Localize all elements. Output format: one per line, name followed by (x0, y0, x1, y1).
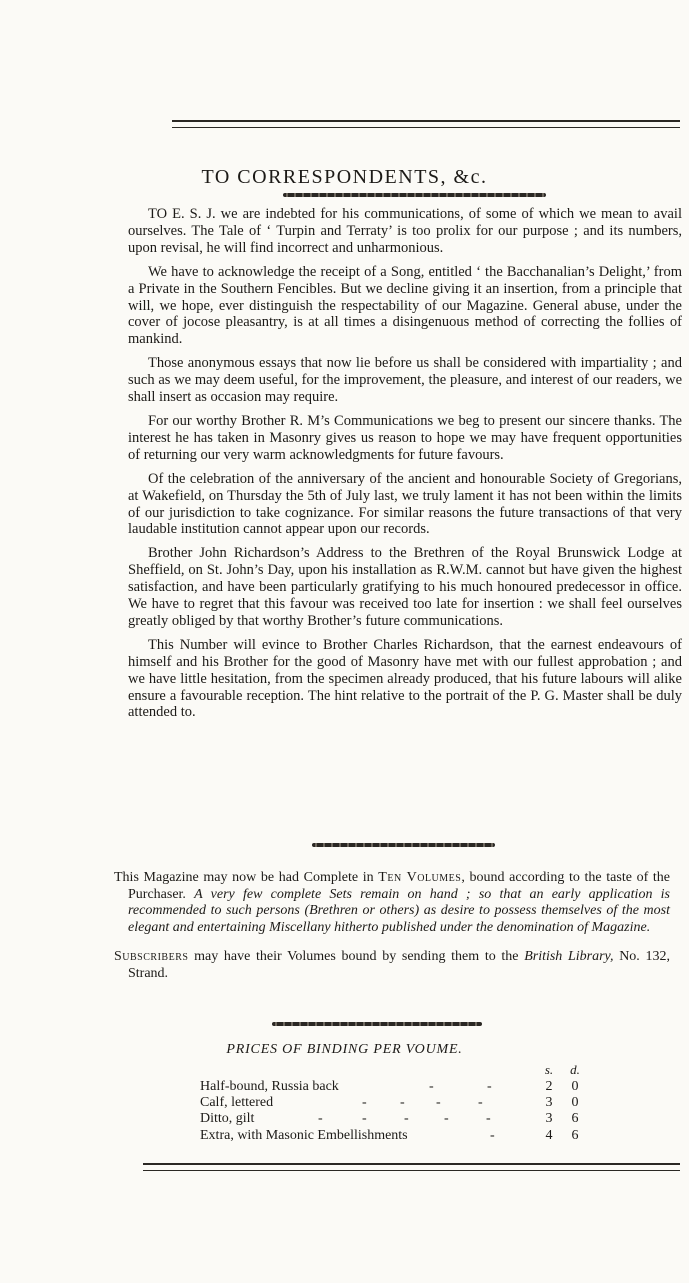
notice-text: may have their Volumes bound by sending them to the (188, 949, 525, 964)
notice-text: This Magazine may now be had Complete in (114, 870, 379, 885)
note-paragraph: We have to acknowledge the receipt of a Song, entitled ‘ the Bacchanalian’s Delight,’ from a Private in the Southern Fencibles. But we decline giving it an insertion, from a principle that will, we hope, ever distinguish the respectability of our Magazine. General abuse, under the cover of jocose pleasantry, is at all times a disingenuous method of correcting the follies of mankind. (128, 263, 682, 348)
subscribers-label: Subscribers (114, 949, 189, 964)
note-paragraph: Those anonymous essays that now lie before us shall be considered with impartiality ; and such as we may deem useful, for the improvement, the pleasure, and interest of our readers, we shall insert as occasion may require. (128, 355, 682, 406)
price-pence: 6 (571, 1111, 579, 1127)
price-shillings: 3 (545, 1111, 553, 1127)
price-row (200, 1111, 600, 1127)
note-paragraph: For our worthy Brother R. M’s Communications we beg to present our sincere thanks. The interest he has taken in Masonry gives us reason to hope we may have frequent opportunities of returning our very warm acknowledgments for future favours. (128, 412, 682, 463)
note-paragraph: TO E. S. J. we are indebted for his communications, of some of which we mean to avail ourselves. The Tale of ‘ Turpin and Terraty’ is too prolix for our purpose ; and its numbers, upon revisal, he will find incorrect and unharmonious. (128, 206, 682, 256)
leader-dash: - (400, 1095, 405, 1111)
leader-dash: - (318, 1111, 323, 1127)
binding-price-list (200, 1079, 600, 1144)
magazine-notice (114, 870, 670, 995)
notice-italic-text: A very few complete Sets remain on hand ; so that an early application is recommended to such persons (Brethren or others) as desire to possess themselves of the most elegant and entertaining Miscellany hitherto published under the denomination of Magazine. (128, 886, 670, 935)
note-paragraph: This Number will evince to Brother Charles Richardson, that the earnest endeavours of himself and his Brother for the good of Masonry have met with our fullest approbation ; and we have little hesitation, from the specimen already produced, that his future labours will alike ensure a favourable reception. The hint relative to the portrait of the P. G. Master shall be duly attended to. (128, 636, 682, 721)
volumes-count: Ten Volumes (378, 870, 462, 885)
price-pence: 0 (571, 1095, 579, 1111)
library-name: British Library, (524, 949, 614, 964)
leader-dash: - (436, 1095, 441, 1111)
note-paragraph: Of the celebration of the anniversary of the ancient and honourable Society of Gregorians, at Wakefield, on Thursday the 5th of July last, we truly lament it has not been within the limits of our jurisdiction to take cognizance. For similar reasons the future transactions of that very laudable institution cannot appear upon our records. (128, 470, 682, 538)
complete-volumes-notice (114, 870, 670, 936)
leader-dash: - (487, 1079, 492, 1094)
bottom-rule (143, 1163, 680, 1171)
price-pence: 6 (571, 1127, 579, 1143)
leader-dash: - (429, 1079, 434, 1094)
price-shillings: 3 (545, 1095, 553, 1111)
shillings-header: s. (544, 1062, 554, 1077)
leader-dash: - (486, 1111, 491, 1127)
leader-dash: - (362, 1111, 367, 1127)
library-address: No. 132, Strand. (128, 949, 670, 981)
correspondents-notes (128, 206, 682, 728)
pence-header: d. (570, 1062, 580, 1077)
leader-dash: - (404, 1111, 409, 1127)
price-item-label: Half-bound, Russia back (200, 1079, 339, 1094)
price-item-label: Extra, with Masonic Embellishments (200, 1127, 408, 1143)
leader-dash: - (478, 1095, 483, 1111)
leader-dash: - (362, 1095, 367, 1111)
price-item-label: Calf, lettered (200, 1095, 274, 1111)
price-row (200, 1128, 600, 1144)
price-column-header (536, 1062, 596, 1078)
prices-title: PRICES OF BINDING PER VOUME. (226, 1042, 463, 1057)
price-shillings: 4 (545, 1127, 553, 1143)
price-item-label: Ditto, gilt (200, 1111, 255, 1127)
price-row (200, 1095, 600, 1111)
leader-dash: - (444, 1111, 449, 1127)
subscribers-notice (114, 949, 670, 982)
note-paragraph: Brother John Richardson’s Address to the Brethren of the Royal Brunswick Lodge at Sheffield, on St. John’s Day, upon his installation as R.W.M. cannot but have given the highest satisfaction, and have been particularly gratifying to his much honoured predecessor in office. We have to regret that this favour was received too late for insertion : we shall feel ourselves greatly obliged by that worthy Brother’s future communications. (128, 545, 682, 629)
page-title: TO CORRESPONDENTS, &c. (201, 166, 488, 188)
price-pence: 0 (571, 1079, 579, 1094)
prices-divider-ornament (272, 1022, 482, 1026)
title-underline-ornament (283, 193, 546, 197)
notice-text: , bound according to the taste of the Purchaser. (128, 870, 670, 902)
top-rule (172, 120, 680, 128)
leader-dash: - (490, 1127, 495, 1143)
price-shillings: 2 (545, 1079, 553, 1094)
price-row (200, 1079, 600, 1095)
section-divider-ornament (312, 843, 495, 847)
